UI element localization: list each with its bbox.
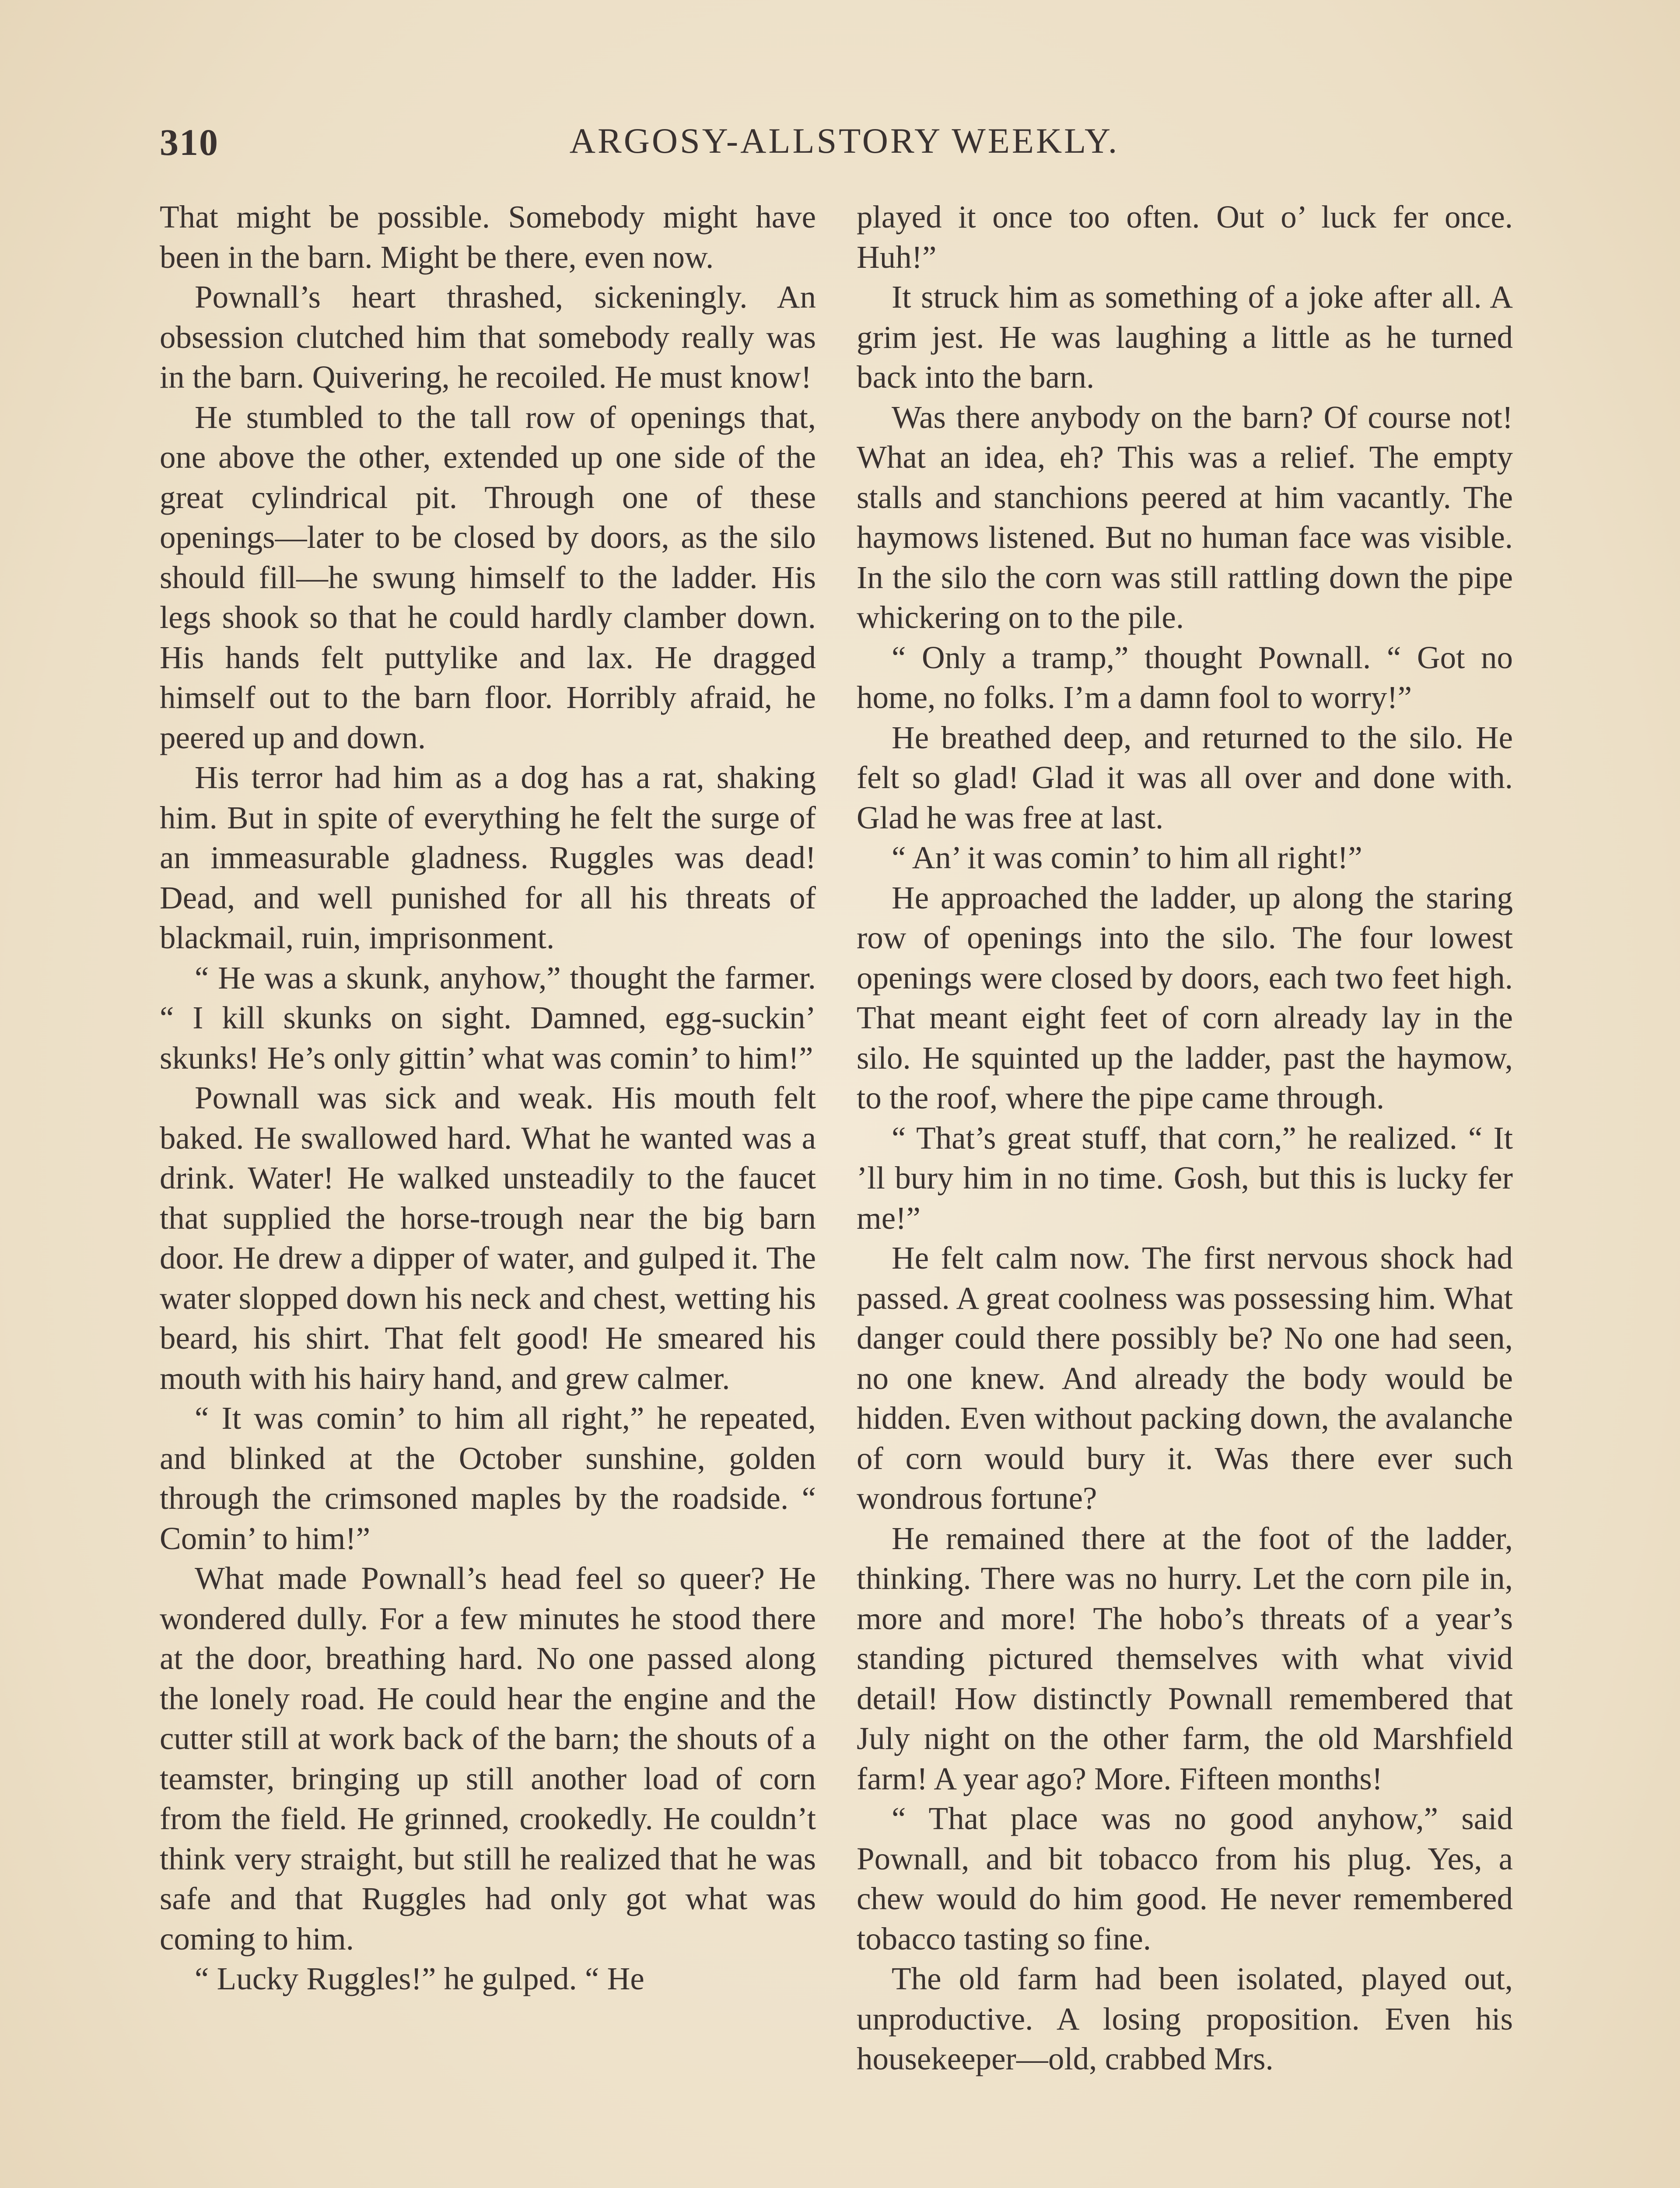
paragraph-continuation: played it once too often. Out o’ luck fer once. Huh!” — [857, 199, 1513, 275]
paragraph: Pownall’s heart thrashed, sickeningly. An obsession clutched him that somebody really was in the barn. Quivering, he recoiled. He must know! — [160, 279, 816, 395]
paragraph: It struck him as something of a joke after all. A grim jest. He was laughing a little as he turned back into the barn. — [857, 279, 1513, 395]
paragraph: “ That’s great stuff, that corn,” he realized. “ It ’ll bury him in no time. Gosh, but this is lucky fer me!” — [857, 1120, 1513, 1236]
paragraph: Was there anybody on the barn? Of course not! What an idea, eh? This was a relief. The empty stalls and stanchions peered at him vacantly. The haymows listened. But no human face was visible. In the silo the corn was still rattling down the pipe whickering on to the pile. — [857, 399, 1513, 635]
left-column — [160, 197, 816, 1999]
paragraph: “ He was a skunk, anyhow,” thought the farmer. “ I kill skunks on sight. Damned, egg-suckin’ skunks! He’s only gittin’ what was comin’ to him!” — [160, 960, 816, 1076]
paragraph: “ Lucky Ruggles!” he gulped. “ He — [195, 1961, 644, 1996]
page-number: 310 — [160, 121, 219, 163]
running-title: ARGOSY-ALLSTORY WEEKLY. — [569, 121, 1120, 161]
paragraph: That might be possible. Somebody might have been in the barn. Might be there, even now. — [160, 199, 816, 275]
paragraph: He felt calm now. The first nervous shock had passed. A great coolness was possessing him. What danger could there possibly be? No one had seen, no one knew. And already the body would be hidden. Even without packing down, the avalanche of corn would bury it. Was there ever such wondrous fortune? — [857, 1240, 1513, 1516]
paragraph: “ That place was no good anyhow,” said Pownall, and bit tobacco from his plug. Yes, a chew would do him good. He never remembered tobacco tasting so fine. — [857, 1801, 1513, 1957]
paragraph: “ An’ it was comin’ to him all right!” — [892, 840, 1362, 875]
paragraph: He approached the ladder, up along the staring row of openings into the silo. The four lowest openings were closed by doors, each two feet high. That meant eight feet of corn already lay in the silo. He squinted up the ladder, past the haymow, to the roof, where the pipe came through. — [857, 880, 1513, 1115]
paragraph: He breathed deep, and returned to the silo. He felt so glad! Glad it was all over and done with. Glad he was free at last. — [857, 719, 1513, 835]
paragraph: The old farm had been isolated, played out, unproductive. A losing proposition. Even his housekeeper—old, crabbed Mrs. — [857, 1961, 1513, 2076]
paragraph: Pownall was sick and weak. His mouth felt baked. He swallowed hard. What he wanted was a drink. Water! He walked unsteadily to the faucet that supplied the horse-trough near the big barn door. He drew a dipper of water, and gulped it. The water slopped down his neck and chest, wetting his beard, his shirt. That felt good! He smeared his mouth with his hairy hand, and grew calmer. — [160, 1080, 816, 1396]
paragraph: His terror had him as a dog has a rat, shaking him. But in spite of everything he felt the surge of an immeasurable gladness. Ruggles was dead! Dead, and well punished for all his threats of blackmail, ruin, imprisonment. — [160, 760, 816, 955]
paragraph: He remained there at the foot of the ladder, thinking. There was no hurry. Let the corn pile in, more and more! The hobo’s threats of a year’s standing pictured themselves with what vivid detail! How distinctly Pownall remembered that July night on the other farm, the old Marshfield farm! A year ago? More. Fifteen months! — [857, 1520, 1513, 1796]
right-column — [857, 197, 1513, 2079]
paragraph: What made Pownall’s head feel so queer? He wondered dully. For a few minutes he stood there at the door, breathing hard. No one passed along the lonely road. He could hear the engine and the cutter still at work back of the barn; the shouts of a teamster, bringing up still another load of corn from the field. He grinned, crookedly. He couldn’t think very straight, but still he realized that he was safe and that Ruggles had only got what was coming to him. — [160, 1560, 816, 1957]
paragraph: He stumbled to the tall row of openings that, one above the other, extended up one side of the great cylindrical pit. Through one of these openings—later to be closed by doors, as the silo should fill—he swung himself to the ladder. His legs shook so that he could hardly clamber down. His hands felt puttylike and lax. He dragged himself out to the barn floor. Horribly afraid, he peered up and down. — [160, 399, 816, 755]
paragraph: “ It was comin’ to him all right,” he repeated, and blinked at the October sunshine, golden through the crimsoned maples by the roadside. “ Comin’ to him!” — [160, 1400, 816, 1556]
paragraph: “ Only a tramp,” thought Pownall. “ Got no home, no folks. I’m a damn fool to worry!” — [857, 639, 1513, 715]
page-header — [160, 120, 1529, 177]
